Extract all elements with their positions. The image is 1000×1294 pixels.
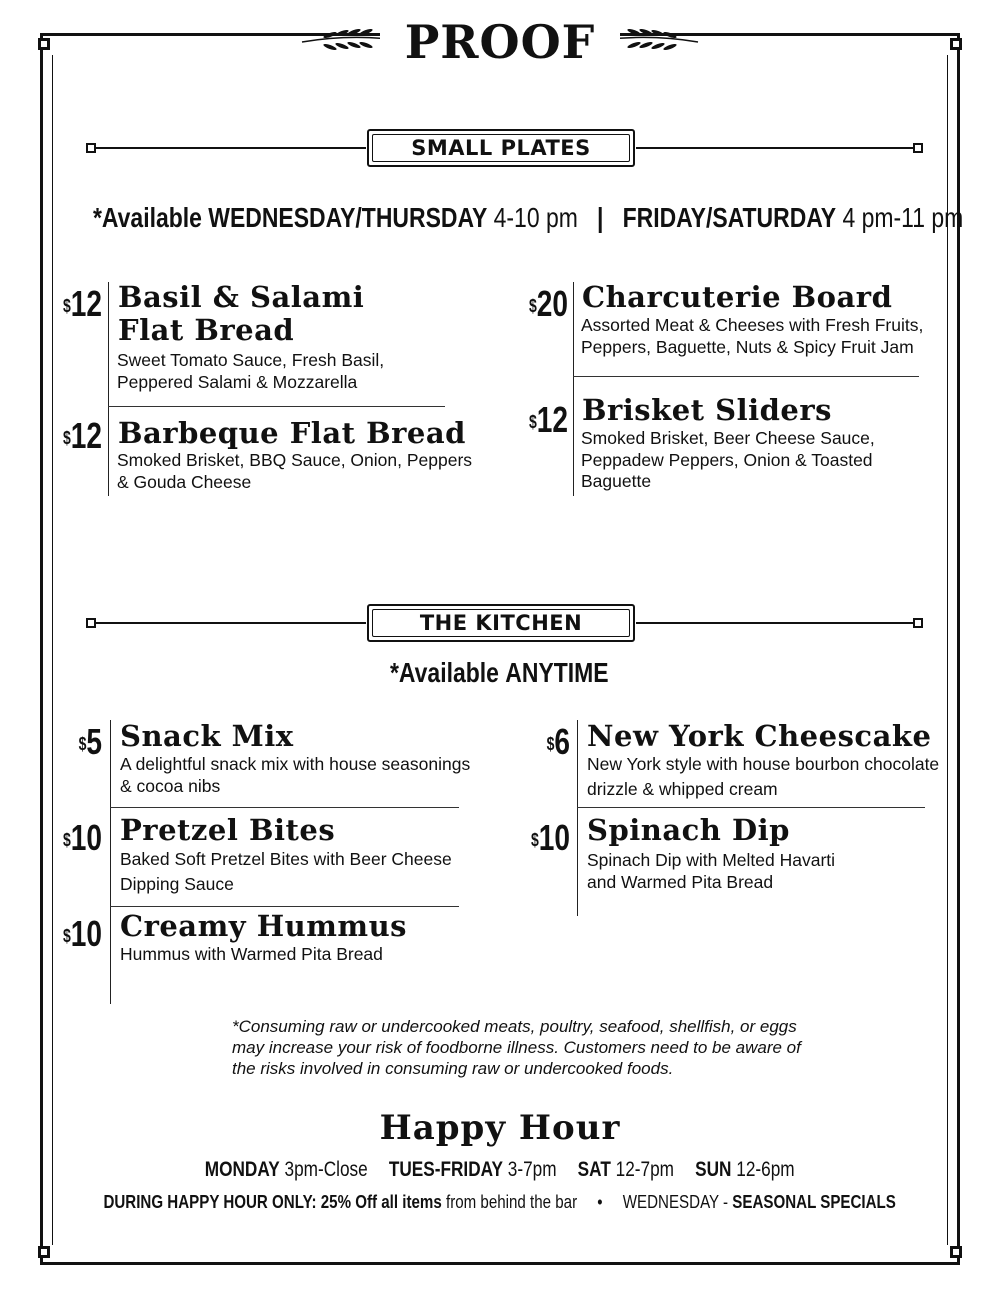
section-rule-right [636,622,914,624]
availability-when: ANYTIME [505,657,609,688]
section-rule-left [96,147,366,149]
happy-hour-title: Happy Hour [379,1108,621,1148]
kitchen-availability [390,657,609,689]
price-barbeque-flat-bread: $12 [62,415,102,456]
price-pretzel-bites: $10 [62,817,102,858]
section-rule-end-right [913,143,923,153]
item-divider [110,807,459,808]
availability-prefix: *Available [93,202,202,233]
item-divider [573,376,919,377]
deal-rest: from behind the bar [446,1192,578,1212]
item-name-snack-mix: Snack Mix [120,719,294,753]
item-divider-vertical [573,282,574,496]
food-safety-disclaimer: *Consuming raw or undercooked meats, poultry, seafood, shellfish, or eggs may increase your risk of foodborne illness. Customers need to be aware of the risks involved in consuming raw or undercooked foods. [232,1017,801,1078]
item-name-charcuterie-board: Charcuterie Board [582,280,893,314]
item-name-spinach-dip: Spinach Dip [587,813,790,847]
deal-label: DURING HAPPY HOUR ONLY: 25% Off all items [103,1192,443,1212]
price-basil-salami: $12 [62,283,102,324]
availability-days-1: WEDNESDAY/THURSDAY [208,202,488,233]
item-divider [577,807,925,808]
item-desc-brisket-sliders: Smoked Brisket, Beer Cheese Sauce, Peppadew Peppers, Onion & Toasted Baguette [581,428,875,491]
frame-bottom [40,1262,960,1265]
section-title-small-plates: SMALL PLATES [367,129,635,167]
logo-text: PROOF [404,15,596,69]
schedule-day: TUES-FRIDAY [389,1158,504,1181]
frame-inner-left [52,55,53,1245]
schedule-day: SAT [577,1158,612,1181]
availability-days-2: FRIDAY/SATURDAY [622,202,837,233]
item-name-barbeque-flat-bread: Barbeque Flat Bread [118,416,466,450]
item-divider [110,906,459,907]
price-brisket-sliders: $12 [528,399,568,440]
item-divider-vertical [108,282,109,496]
item-desc-pretzel-bites: Baked Soft Pretzel Bites with Beer Cheese Dipping Sauce [120,849,452,894]
availability-prefix: *Available [390,657,499,688]
item-name-pretzel-bites: Pretzel Bites [120,813,336,847]
section-rule-right [636,147,914,149]
availability-divider: | [597,202,604,233]
small-plates-availability [93,202,963,234]
schedule-hours: 12-7pm [615,1158,675,1181]
item-desc-basil-salami: Sweet Tomato Sauce, Fresh Basil, Peppered Salami & Mozzarella [117,350,385,392]
price-creamy-hummus: $10 [62,913,102,954]
schedule-hours: 12-6pm [736,1158,795,1181]
item-desc-new-york-cheescake: New York style with house bourbon chocolate drizzle & whipped cream [587,754,940,799]
price-new-york-cheescake: $6 [546,721,570,762]
availability-hours-2: 4 pm-11 pm [842,202,964,233]
availability-hours-1: 4-10 pm [493,202,578,233]
item-desc-barbeque-flat-bread: Smoked Brisket, BBQ Sauce, Onion, Peppers & Gouda Cheese [117,450,473,492]
section-rule-left [96,622,366,624]
happy-hour-schedule [0,1158,1000,1182]
item-name-brisket-sliders: Brisket Sliders [582,393,832,427]
item-name-new-york-cheescake: New York Cheescake [587,719,932,753]
section-title-the-kitchen: THE KITCHEN [367,604,635,642]
frame-corner-top-right [950,38,962,50]
frame-corner-top-left [38,38,50,50]
item-desc-snack-mix: A delightful snack mix with house seasonings & cocoa nibs [120,754,471,796]
frame-corner-bottom-right [950,1246,962,1258]
frame-corner-bottom-left [38,1246,50,1258]
section-rule-end-right [913,618,923,628]
item-divider-vertical [110,720,111,1004]
bullet-separator: • [597,1192,603,1212]
item-divider-vertical [577,720,578,916]
special-day: WEDNESDAY - [623,1192,729,1212]
schedule-hours: 3-7pm [508,1158,557,1181]
price-snack-mix: $5 [78,721,102,762]
item-desc-charcuterie-board: Assorted Meat & Cheeses with Fresh Fruits, Peppers, Baguette, Nuts & Spicy Fruit Jam [581,315,924,357]
happy-hour-deal [0,1192,1000,1213]
item-desc-spinach-dip: Spinach Dip with Melted Havarti and Warmed Pita Bread [587,850,836,892]
item-name-basil-salami: Basil & Salami Flat Bread [118,280,365,347]
schedule-day: MONDAY [205,1158,281,1181]
price-spinach-dip: $10 [530,817,570,858]
item-desc-creamy-hummus: Hummus with Warmed Pita Bread [120,944,383,964]
schedule-hours: 3pm-Close [284,1158,369,1181]
schedule-day: SUN [695,1158,732,1181]
section-rule-end-left [86,618,96,628]
special-label: SEASONAL SPECIALS [732,1192,897,1212]
section-rule-end-left [86,143,96,153]
price-charcuterie-board: $20 [528,283,568,324]
item-name-creamy-hummus: Creamy Hummus [120,909,407,943]
item-divider [108,406,445,407]
frame-left [40,33,43,1265]
logo [380,10,620,82]
